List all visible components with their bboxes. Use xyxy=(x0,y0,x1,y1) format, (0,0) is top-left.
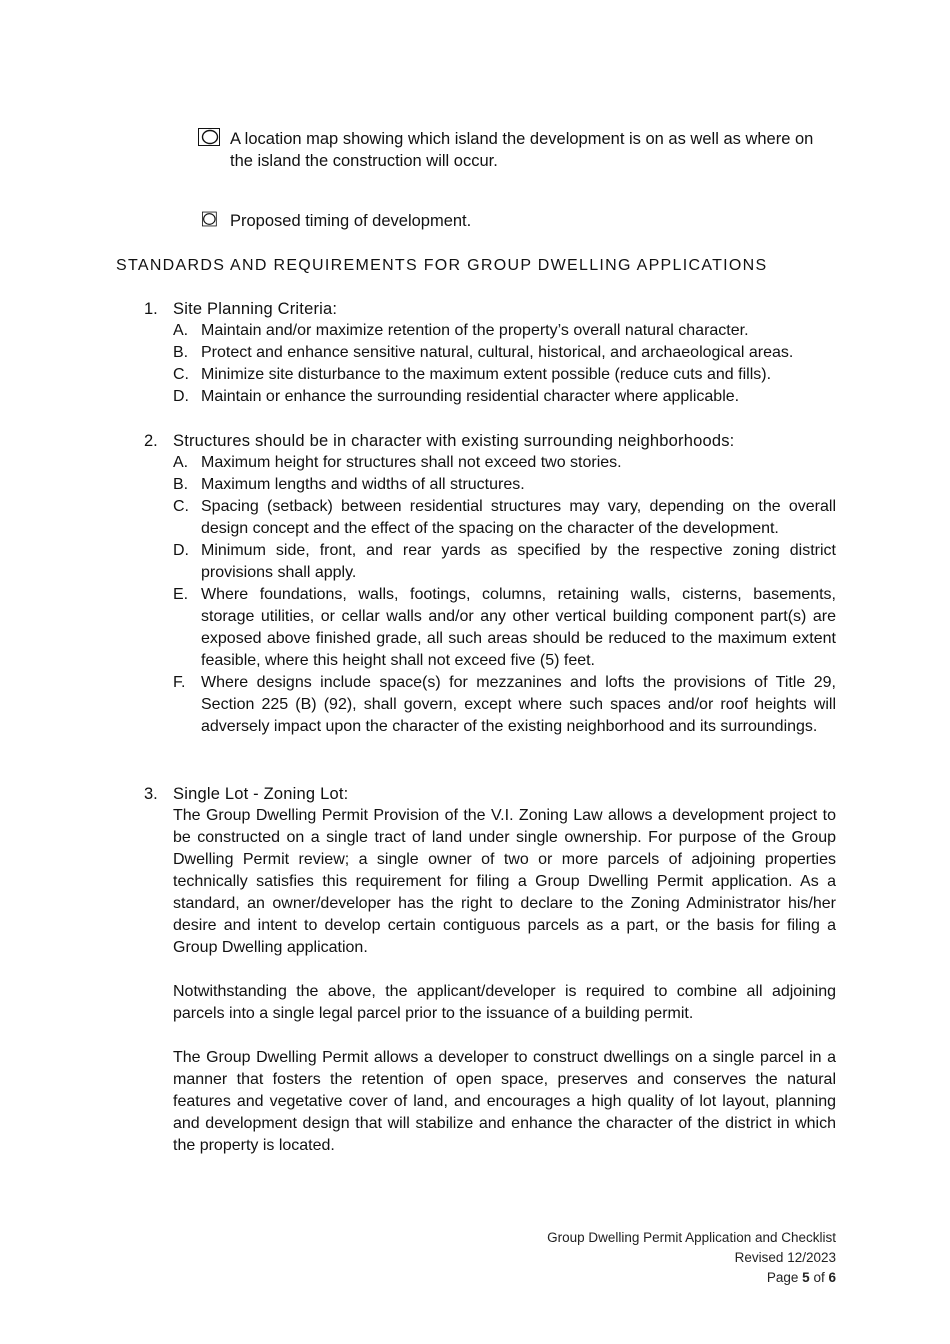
item-text: Maintain or enhance the surrounding residential character where applicable. xyxy=(201,388,740,405)
list-item xyxy=(173,672,836,738)
page-current: 5 xyxy=(802,1270,810,1285)
page-total: 6 xyxy=(828,1270,836,1285)
item-text: Minimize site disturbance to the maximum extent possible (reduce cuts and fills). xyxy=(201,366,772,383)
section-title: Structures should be in character with existing surrounding neighborhoods: xyxy=(173,432,735,450)
item-letter: A. xyxy=(173,322,189,339)
checklist-item-text: A location map showing which island the development is on as well as where on the island the construction will occur. xyxy=(230,130,814,170)
paragraph: The Group Dwelling Permit allows a developer to construct dwellings on a single parcel in a manner that fosters the retention of open space, preserves and conserves the natural features and vegetative cover of land, and encourages a high quality of lot layout, planning and development design that will stabilize and enhance the character of the district in which the property is located. xyxy=(173,1049,836,1154)
checklist-item-text: Proposed timing of development. xyxy=(230,212,472,230)
checkbox-icon[interactable] xyxy=(198,128,220,146)
list-item xyxy=(173,386,836,408)
section-number: 1. xyxy=(144,300,158,318)
item-letter: B. xyxy=(173,344,189,361)
item-letter: C. xyxy=(173,366,189,383)
item-text: Maximum height for structures shall not exceed two stories. xyxy=(201,454,622,471)
item-text: Minimum side, front, and rear yards as specified by the respective zoning district provisions shall apply. xyxy=(201,542,836,581)
item-text: Maintain and/or maximize retention of the property’s overall natural character. xyxy=(201,322,749,339)
paragraph: Notwithstanding the above, the applicant/developer is required to combine all adjoining parcels into a single legal parcel prior to the issuance of a building permit. xyxy=(173,983,836,1022)
list-item xyxy=(173,496,836,540)
list-item xyxy=(173,342,836,364)
item-letter: B. xyxy=(173,476,189,493)
criteria-list xyxy=(173,320,836,408)
item-letter: A. xyxy=(173,454,189,471)
item-text: Where designs include space(s) for mezzanines and lofts the provisions of Title 29, Section 225 (B) (92), shall govern, except where such spaces and/or roof heights will adversely impact upon the character of the existing neighborhood and its surroundings. xyxy=(201,674,836,735)
page-of: of xyxy=(813,1270,825,1285)
footer-revision: Revised 12/2023 xyxy=(734,1250,836,1265)
section-title: Site Planning Criteria: xyxy=(173,300,338,318)
footer-page-number xyxy=(547,1268,836,1288)
item-letter: C. xyxy=(173,498,189,515)
section-heading: STANDARDS AND REQUIREMENTS FOR GROUP DWELLING APPLICATIONS xyxy=(116,257,768,274)
item-text: Maximum lengths and widths of all structures. xyxy=(201,476,525,493)
list-item xyxy=(173,474,836,496)
page-footer xyxy=(547,1228,836,1288)
item-letter: D. xyxy=(173,542,189,559)
page-label: Page xyxy=(766,1270,799,1285)
section-number: 2. xyxy=(144,432,158,450)
section-title: Single Lot - Zoning Lot: xyxy=(173,785,349,803)
list-item xyxy=(173,584,836,672)
footer-document-title: Group Dwelling Permit Application and Checklist xyxy=(547,1230,836,1245)
list-item xyxy=(173,452,836,474)
item-letter: F. xyxy=(173,674,186,691)
item-letter: D. xyxy=(173,388,189,405)
section-number: 3. xyxy=(144,785,158,803)
checkbox-icon[interactable] xyxy=(202,210,220,228)
item-text: Protect and enhance sensitive natural, cultural, historical, and archaeological areas. xyxy=(201,344,794,361)
item-text: Where foundations, walls, footings, columns, retaining walls, cisterns, basements, storage utilities, or cellar walls and/or any other vertical building component part(s) are exposed above finished grade, all such areas should be reduced to the maximum extent feasible, where this height shall not exceed five (5) feet. xyxy=(201,586,836,669)
list-item xyxy=(173,320,836,342)
item-text: Spacing (setback) between residential structures may vary, depending on the overall design concept and the effect of the spacing on the character of the development. xyxy=(201,498,836,537)
list-item xyxy=(173,540,836,584)
list-item xyxy=(173,364,836,386)
criteria-list xyxy=(173,452,836,738)
item-letter: E. xyxy=(173,586,189,603)
paragraph: The Group Dwelling Permit Provision of the V.I. Zoning Law allows a development project to be constructed on a single tract of land under single ownership. For purpose of the Group Dwelling Permit review; a single owner of two or more parcels of adjoining properties technically satisfies this requirement for filing a Group Dwelling Permit application. As a standard, an owner/developer has the right to declare to the Zoning Administrator his/her desire and intent to develop certain contiguous parcels as a part, or the basis for filing a Group Dwelling application. xyxy=(173,807,836,956)
